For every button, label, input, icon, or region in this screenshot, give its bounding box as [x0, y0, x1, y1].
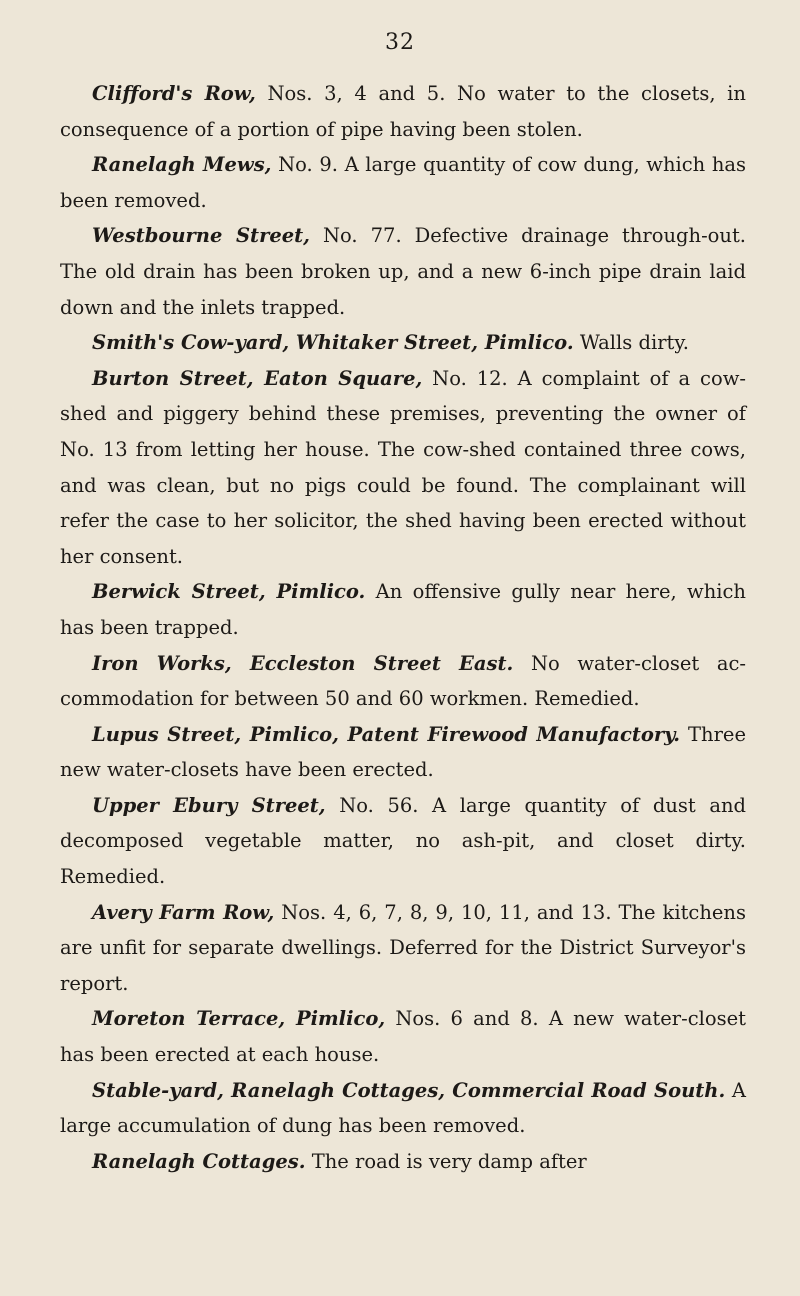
- report-entry: [60, 76, 746, 147]
- entry-text: Nos. 6 and 8. A new water-closet has been erected at each house.: [60, 1007, 746, 1067]
- place-name: Ranelagh Mews,: [92, 153, 272, 177]
- place-name: Burton Street, Eaton Square,: [92, 366, 423, 390]
- entry-text: The road is very damp after: [305, 1149, 587, 1173]
- place-name: Berwick Street, Pimlico.: [92, 580, 366, 604]
- entry-text: No water-closet ac-commodation for between 50 and 60 workmen. Remedied.: [60, 651, 746, 711]
- report-entry: [60, 1144, 746, 1180]
- report-entry: [60, 788, 746, 895]
- place-name: Westbourne Street,: [92, 224, 310, 248]
- report-entry: [60, 646, 746, 717]
- place-name: Iron Works, Eccleston Street East.: [92, 651, 514, 675]
- entry-text: Nos. 3, 4 and 5. No water to the closets, in consequence of a portion of pipe having been stolen.: [60, 82, 746, 141]
- entry-text: No. 12. A complaint of a cow-shed and piggery behind these premises, preventing the owner of No. 13 from letting her house. The cow-shed contained three cows, and was clean, but no pigs could be found. The complainant will refer the case to her solicitor, the shed having been erected without her consent.: [60, 366, 746, 568]
- entry-text: Walls dirty.: [573, 331, 689, 355]
- place-name: Stable-yard, Ranelagh Cottages, Commercial Road South.: [92, 1078, 726, 1102]
- entry-text: No. 77. Defective drainage through-out. The old drain has been broken up, and a new 6-inch pipe drain laid down and the inlets trapped.: [60, 224, 746, 319]
- report-entry: [60, 218, 746, 325]
- report-entry: [60, 361, 746, 575]
- place-name: Clifford's Row,: [92, 82, 256, 105]
- page-number: 32: [385, 30, 415, 55]
- report-entry: [60, 1001, 746, 1072]
- entry-text: Nos. 4, 6, 7, 8, 9, 10, 11, and 13. The kitchens are unfit for separate dwellings. Deferred for the District Surveyor's report.: [60, 900, 746, 995]
- report-entry: [60, 717, 746, 788]
- entry-text: Three new water-closets have been erected.: [60, 722, 746, 782]
- report-entry: [60, 574, 746, 645]
- report-entry: [60, 325, 746, 361]
- report-entry: [60, 1073, 746, 1144]
- place-name: Upper Ebury Street,: [92, 793, 326, 817]
- place-name: Avery Farm Row,: [92, 900, 275, 924]
- place-name: Moreton Terrace, Pimlico,: [92, 1007, 386, 1031]
- report-entry: [60, 147, 746, 218]
- entry-text: No. 9. A large quantity of cow dung, which has been removed.: [60, 153, 747, 212]
- place-name: Lupus Street, Pimlico, Patent Firewood Manufactory.: [92, 722, 681, 746]
- place-name: Ranelagh Cottages.: [92, 1149, 306, 1173]
- place-name: Smith's Cow-yard, Whitaker Street, Pimlico.: [92, 331, 574, 355]
- entry-text: A large accumulation of dung has been removed.: [60, 1078, 746, 1138]
- report-entry: [60, 895, 746, 1002]
- report-text: [60, 76, 746, 1179]
- entry-text: An offensive gully near here, which has been trapped.: [60, 580, 746, 639]
- entry-text: No. 56. A large quantity of dust and decomposed vegetable matter, no ash-pit, and closet dirty. Remedied.: [60, 793, 746, 889]
